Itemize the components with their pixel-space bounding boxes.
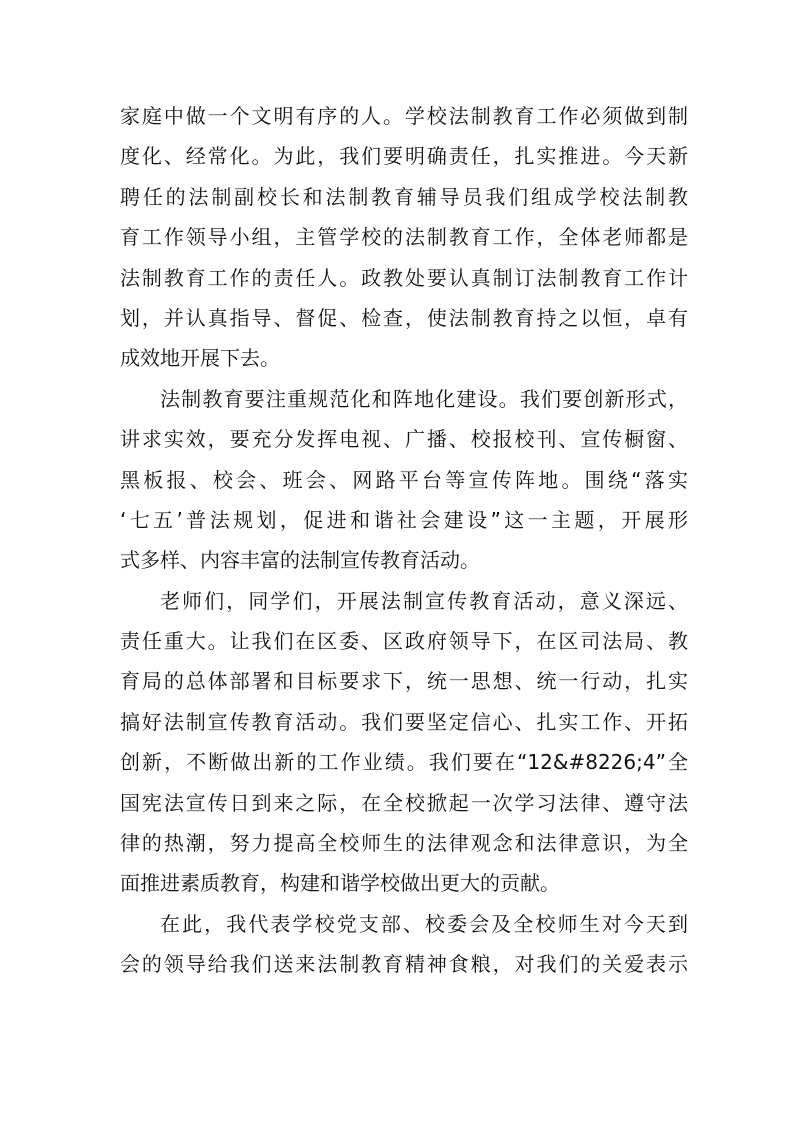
text-line: 会的领导给我们送来法制教育精神食粮，对我们的关爱表示	[120, 952, 688, 977]
text-line: 创新，不断做出新的工作业绩。我们要在“12&#8226;4”全	[120, 750, 688, 775]
text-line: 国宪法宣传日到来之际，在全校掀起一次学习法律、遵守法	[120, 790, 688, 815]
text-line: 面推进素质教育，构建和谐学校做出更大的贡献。	[120, 871, 560, 896]
text-line: 黑板报、校会、班会、网路平台等宣传阵地。围绕“落实	[120, 467, 688, 492]
text-line: 育工作领导小组，主管学校的法制教育工作，全体老师都是	[120, 225, 688, 250]
text-line: 搞好法制宣传教育活动。我们要坚定信心、扎实工作、开拓	[120, 709, 688, 734]
text-line: 育局的总体部署和目标要求下，统一思想、统一行动，扎实	[120, 669, 688, 694]
text-line: 律的热潮，努力提高全校师生的法律观念和法律意识，为全	[120, 831, 688, 856]
text-line: 度化、经常化。为此，我们要明确责任，扎实推进。今天新	[120, 144, 688, 169]
text-line: 划，并认真指导、督促、检查，使法制教育持之以恒，卓有	[120, 305, 688, 330]
text-line: 聘任的法制副校长和法制教育辅导员我们组成学校法制教	[120, 184, 688, 209]
document-body	[120, 96, 688, 985]
text-line: 法制教育工作的责任人。政教处要认真制订法制教育工作计	[120, 265, 688, 290]
text-line: 老师们，同学们，开展法制宣传教育活动，意义深远、	[160, 588, 688, 613]
text-line: ‘七五’普法规划，促进和谐社会建设”这一主题，开展形	[120, 507, 688, 532]
text-line: 式多样、内容丰富的法制宣传教育活动。	[120, 548, 480, 573]
text-line: 讲求实效，要充分发挥电视、广播、校报校刊、宣传橱窗、	[120, 427, 688, 452]
text-line: 法制教育要注重规范化和阵地化建设。我们要创新形式，	[160, 386, 688, 411]
text-line: 成效地开展下去。	[120, 346, 280, 371]
text-line: 家庭中做一个文明有序的人。学校法制教育工作必须做到制	[120, 104, 688, 128]
text-line: 责任重大。让我们在区委、区政府领导下，在区司法局、教	[120, 629, 688, 654]
text-line: 在此，我代表学校党支部、校委会及全校师生对今天到	[160, 911, 688, 936]
